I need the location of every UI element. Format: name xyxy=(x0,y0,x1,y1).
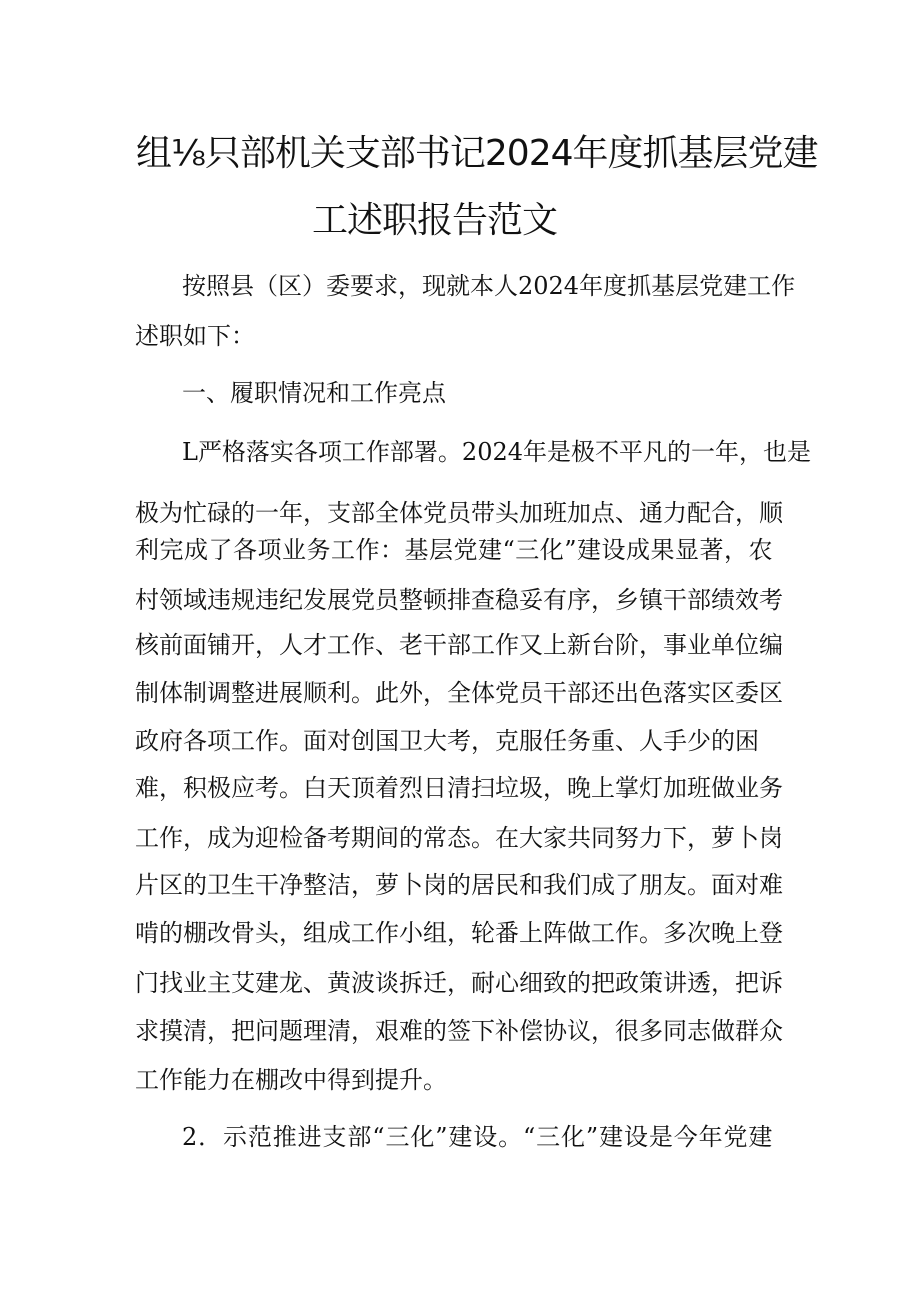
document-title-line-2: 工述职报告范文 xyxy=(312,200,558,241)
paragraph-line: 片区的卫生干净整洁，萝卜岗的居民和我们成了朋友。面对难 xyxy=(135,871,783,899)
paragraph-line: 极为忙碌的一年，支部全体党员带头加班加点、通力配合，顺 xyxy=(135,499,783,527)
intro-line: 述职如下： xyxy=(135,322,255,350)
paragraph-line: 政府各项工作。面对创国卫大考，克服任务重、人手少的困 xyxy=(135,727,759,755)
paragraph-line: 工作能力在棚改中得到提升。 xyxy=(135,1066,447,1094)
intro-line: 按照县（区）委要求，现就本人2024年度抓基层党建工作 xyxy=(182,272,796,300)
paragraph-line: 核前面铺开，人才工作、老干部工作又上新台阶，事业单位编 xyxy=(135,631,783,659)
paragraph-line: 利完成了各项业务工作：基层党建“三化”建设成果显著，农 xyxy=(135,536,774,564)
paragraph-line: 门找业主艾建龙、黄波谈拆迁，耐心细致的把政策讲透，把诉 xyxy=(135,969,783,997)
paragraph-line: 难，积极应考。白天顶着烈日清扫垃圾，晚上掌灯加班做业务 xyxy=(135,774,783,802)
paragraph-line: 制体制调整进展顺利。此外，全体党员干部还出色落实区委区 xyxy=(135,679,783,707)
paragraph-line: 村领域违规违纪发展党员整顿排查稳妥有序，乡镇干部绩效考 xyxy=(135,586,783,614)
paragraph-line: 啃的棚改骨头，组成工作小组，轮番上阵做工作。多次晚上登 xyxy=(135,919,783,947)
paragraph-line: L严格落实各项工作部署。2024年是极不平凡的一年，也是 xyxy=(182,438,812,466)
paragraph-line: 求摸清，把问题理清，艰难的签下补偿协议，很多同志做群众 xyxy=(135,1017,783,1045)
paragraph-line: 工作，成为迎检备考期间的常态。在大家共同努力下，萝卜岗 xyxy=(135,824,783,852)
document-title-line-1: 组⅛只部机关支部书记2024年度抓基层党建 xyxy=(136,133,818,174)
paragraph-line: 2．示范推进支部“三化”建设。“三化”建设是今年党建 xyxy=(182,1123,774,1151)
section-heading: 一、履职情况和工作亮点 xyxy=(182,379,446,407)
